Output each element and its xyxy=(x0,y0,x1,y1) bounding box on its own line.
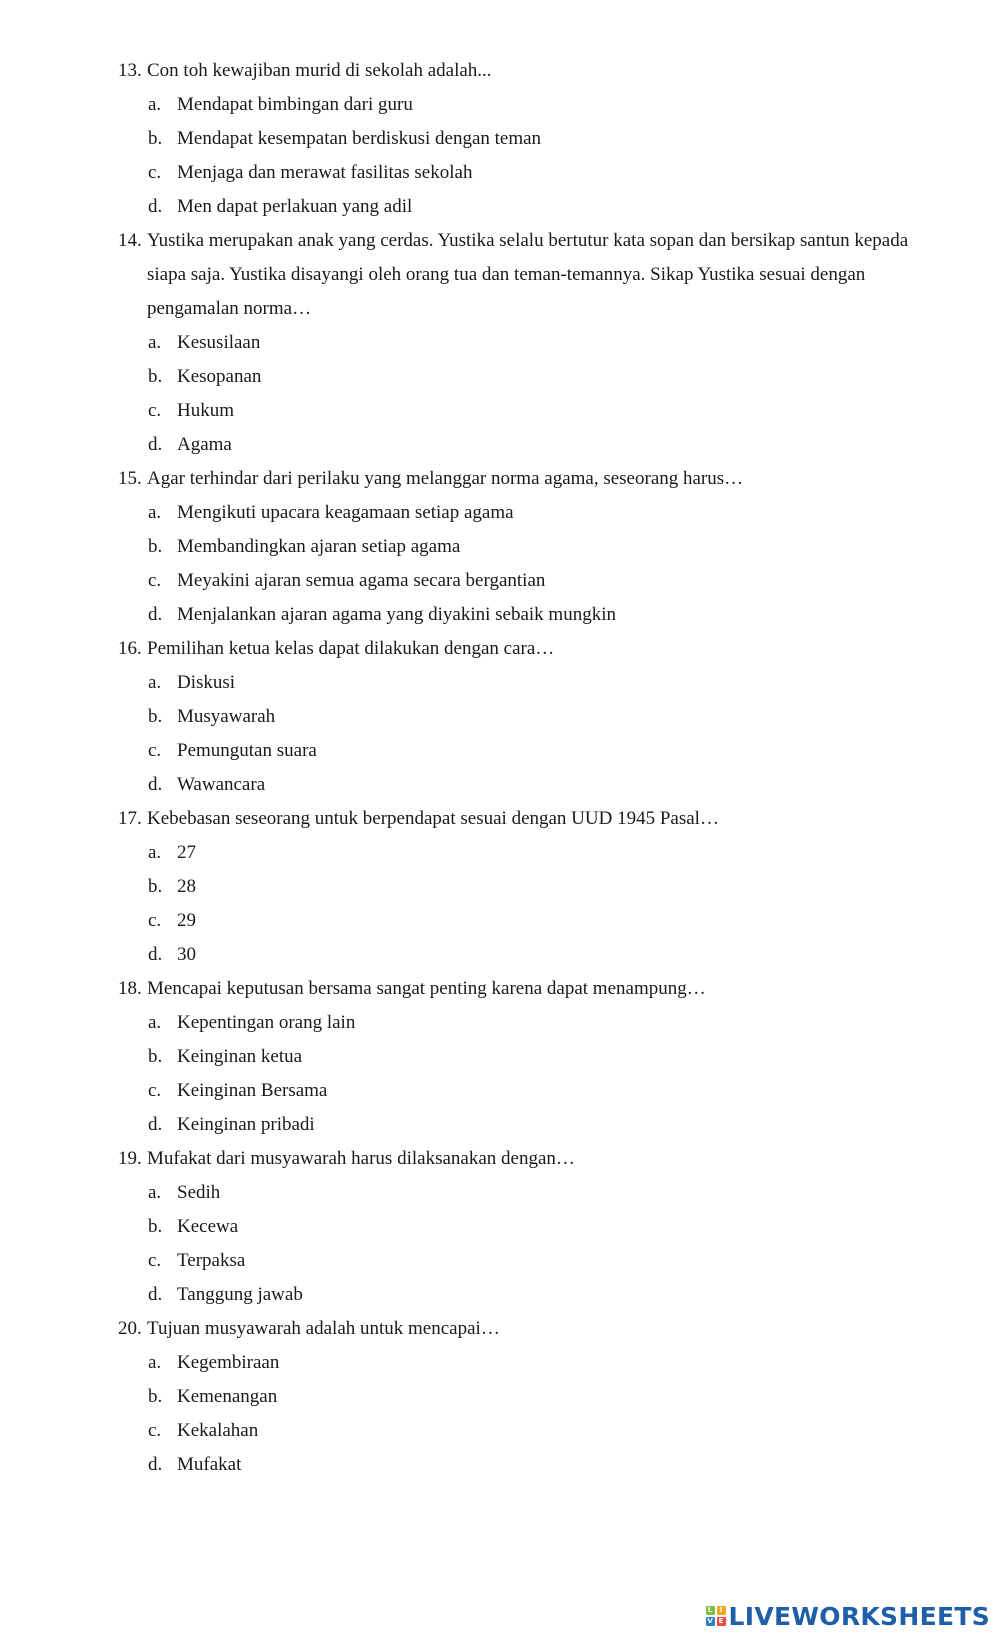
option-letter: c. xyxy=(148,400,162,421)
option-letter: b. xyxy=(148,706,163,727)
answer-option-b xyxy=(118,360,948,394)
option-text: Membandingkan ajaran setiap agama xyxy=(177,536,461,557)
question-text: Mencapai keputusan bersama sangat penting karena dapat menampung… xyxy=(147,978,706,999)
option-text: Wawancara xyxy=(177,774,266,795)
question-text: Kebebasan seseorang untuk berpendapat sesuai dengan UUD 1945 Pasal… xyxy=(147,808,719,829)
option-text: Mengikuti upacara keagamaan setiap agama xyxy=(177,502,514,523)
option-text: Men dapat perlakuan yang adil xyxy=(177,196,413,217)
option-text: Keinginan Bersama xyxy=(177,1080,328,1101)
option-letter: b. xyxy=(148,1216,163,1237)
answer-option-c xyxy=(118,394,948,428)
answer-option-a xyxy=(118,1006,948,1040)
option-letter: d. xyxy=(148,1454,163,1475)
question-number: 20. xyxy=(118,1318,142,1339)
option-letter: d. xyxy=(148,196,163,217)
option-letter: c. xyxy=(148,740,162,761)
option-letter: c. xyxy=(148,1080,162,1101)
option-text: Kesusilaan xyxy=(177,332,261,353)
answer-option-d xyxy=(118,938,948,972)
option-text: Kesopanan xyxy=(177,366,262,387)
answer-option-d xyxy=(118,428,948,462)
answer-option-b xyxy=(118,530,948,564)
answer-option-a xyxy=(118,88,948,122)
option-text: Mendapat kesempatan berdiskusi dengan teman xyxy=(177,128,542,149)
question-number: 17. xyxy=(118,808,142,829)
option-text: Tanggung jawab xyxy=(177,1284,303,1305)
logo-mark-cell: L xyxy=(706,1606,715,1615)
answer-option-a xyxy=(118,666,948,700)
option-letter: c. xyxy=(148,1420,162,1441)
answer-option-b xyxy=(118,1380,948,1414)
option-letter: a. xyxy=(148,332,162,353)
answer-option-d xyxy=(118,1108,948,1142)
question-number: 16. xyxy=(118,638,142,659)
question-stem xyxy=(118,1142,948,1176)
option-letter: b. xyxy=(148,1046,163,1067)
question-text: Yustika merupakan anak yang cerdas. Yustika selalu bertutur kata sopan dan bersikap santun kepada siapa saja. Yustika disayangi oleh orang tua dan teman-temannya. Sikap Yustika sesuai dengan pengamalan norma… xyxy=(147,230,909,319)
question-text: Con toh kewajiban murid di sekolah adalah... xyxy=(147,60,492,81)
option-text: 29 xyxy=(177,910,196,931)
answer-option-a xyxy=(118,1176,948,1210)
question-text: Mufakat dari musyawarah harus dilaksanakan dengan… xyxy=(147,1148,575,1169)
question-stem xyxy=(118,1312,948,1346)
option-text: Meyakini ajaran semua agama secara bergantian xyxy=(177,570,546,591)
option-text: Hukum xyxy=(177,400,234,421)
option-letter: b. xyxy=(148,876,163,897)
option-letter: a. xyxy=(148,842,162,863)
option-text: Terpaksa xyxy=(177,1250,246,1271)
option-letter: b. xyxy=(148,536,163,557)
option-letter: a. xyxy=(148,502,162,523)
question-stem xyxy=(118,972,948,1006)
option-text: 27 xyxy=(177,842,196,863)
option-text: Sedih xyxy=(177,1182,221,1203)
answer-option-c xyxy=(118,904,948,938)
question-number: 14. xyxy=(118,230,142,251)
question-stem xyxy=(118,632,948,666)
question-text: Agar terhindar dari perilaku yang melanggar norma agama, seseorang harus… xyxy=(147,468,744,489)
logo-text: LIVEWORKSHEETS xyxy=(728,1601,990,1631)
logo-mark-cell: I xyxy=(717,1606,726,1615)
question-16 xyxy=(118,632,948,802)
answer-option-c xyxy=(118,1414,948,1448)
option-letter: a. xyxy=(148,1182,162,1203)
question-15 xyxy=(118,462,948,632)
answer-option-a xyxy=(118,326,948,360)
option-text: Pemungutan suara xyxy=(177,740,317,761)
option-text: 28 xyxy=(177,876,196,897)
option-letter: d. xyxy=(148,944,163,965)
option-text: Menjaga dan merawat fasilitas sekolah xyxy=(177,162,473,183)
option-letter: a. xyxy=(148,1352,162,1373)
answer-option-c xyxy=(118,1074,948,1108)
option-letter: c. xyxy=(148,162,162,183)
option-letter: c. xyxy=(148,1250,162,1271)
answer-option-b xyxy=(118,1040,948,1074)
option-letter: a. xyxy=(148,672,162,693)
option-text: Kecewa xyxy=(177,1216,239,1237)
option-text: Kekalahan xyxy=(177,1420,259,1441)
question-stem xyxy=(118,54,948,88)
option-text: Diskusi xyxy=(177,672,236,693)
question-text: Pemilihan ketua kelas dapat dilakukan dengan cara… xyxy=(147,638,555,659)
question-stem xyxy=(118,802,948,836)
option-letter: c. xyxy=(148,910,162,931)
question-number: 13. xyxy=(118,60,142,81)
answer-option-a xyxy=(118,1346,948,1380)
answer-option-d xyxy=(118,1448,948,1482)
answer-option-a xyxy=(118,496,948,530)
logo-mark-cell: V xyxy=(707,1617,713,1625)
option-letter: d. xyxy=(148,774,163,795)
answer-option-b xyxy=(118,122,948,156)
answer-option-b xyxy=(118,700,948,734)
answer-option-c xyxy=(118,734,948,768)
option-letter: b. xyxy=(148,128,163,149)
option-text: Mufakat xyxy=(177,1454,242,1475)
worksheet-content xyxy=(118,54,948,1482)
option-text: 30 xyxy=(177,944,196,965)
option-letter: a. xyxy=(148,94,162,115)
option-letter: a. xyxy=(148,1012,162,1033)
question-stem xyxy=(118,462,948,496)
option-text: Keinginan ketua xyxy=(177,1046,303,1067)
question-number: 18. xyxy=(118,978,142,999)
option-letter: d. xyxy=(148,604,163,625)
option-letter: d. xyxy=(148,434,163,455)
logo-mark-cell: E xyxy=(717,1617,726,1626)
option-letter: b. xyxy=(148,1386,163,1407)
option-text: Menjalankan ajaran agama yang diyakini sebaik mungkin xyxy=(177,604,616,625)
question-text: Tujuan musyawarah adalah untuk mencapai… xyxy=(147,1318,500,1339)
option-text: Kepentingan orang lain xyxy=(177,1012,356,1033)
option-text: Mendapat bimbingan dari guru xyxy=(177,94,413,115)
liveworksheets-logo xyxy=(706,1599,990,1633)
answer-option-c xyxy=(118,156,948,190)
answer-option-c xyxy=(118,1244,948,1278)
answer-option-c xyxy=(118,564,948,598)
answer-option-d xyxy=(118,598,948,632)
question-19 xyxy=(118,1142,948,1312)
option-letter: b. xyxy=(148,366,163,387)
question-13 xyxy=(118,54,948,224)
answer-option-d xyxy=(118,190,948,224)
question-20 xyxy=(118,1312,948,1482)
option-text: Kegembiraan xyxy=(177,1352,280,1373)
question-number: 19. xyxy=(118,1148,142,1169)
option-letter: d. xyxy=(148,1114,163,1135)
question-number: 15. xyxy=(118,468,142,489)
answer-option-d xyxy=(118,1278,948,1312)
question-stem xyxy=(118,224,948,326)
answer-option-b xyxy=(118,870,948,904)
option-text: Kemenangan xyxy=(177,1386,278,1407)
answer-option-d xyxy=(118,768,948,802)
option-text: Musyawarah xyxy=(177,706,276,727)
option-letter: d. xyxy=(148,1284,163,1305)
question-18 xyxy=(118,972,948,1142)
option-text: Agama xyxy=(177,434,232,455)
answer-option-a xyxy=(118,836,948,870)
answer-option-b xyxy=(118,1210,948,1244)
logo-mark-icon xyxy=(706,1606,726,1626)
question-17 xyxy=(118,802,948,972)
question-14 xyxy=(118,224,948,462)
option-text: Keinginan pribadi xyxy=(177,1114,315,1135)
option-letter: c. xyxy=(148,570,162,591)
